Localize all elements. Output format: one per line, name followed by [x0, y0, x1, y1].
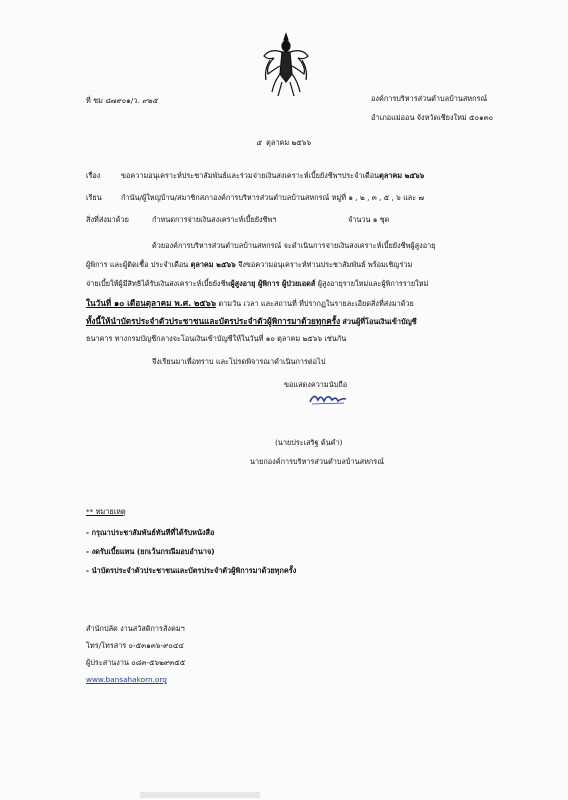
body-line-3-c: ผู้สูงอายุรายใหม่และผู้พิการรายใหม่: [317, 279, 429, 288]
to-label: เรียน: [86, 193, 102, 202]
website-link[interactable]: www.bansahakorn.org: [86, 675, 167, 684]
reference-label: ที่ ชม ๘๗๙๐๑/ว.: [86, 96, 140, 105]
reference-number: [86, 96, 158, 106]
note-item: - กรุณาประชาสัมพันธ์ทันทีที่ได้รับหนังสือ: [86, 528, 215, 537]
enclosure-label: สิ่งที่ส่งมาด้วย: [86, 215, 129, 224]
reference-handwritten: ๙๒๕: [141, 96, 158, 105]
body-line-2-a: ผู้พิการ และผู้ติดเชื้อ ประจำเดือน: [86, 260, 189, 269]
note-item: - งดรับเบี้ยแทน (ยกเว้นกรณีมอบอำนาจ): [86, 547, 215, 556]
footer-website: [86, 675, 167, 685]
enclosure-qty: จำนวน ๑ ชุด: [348, 215, 390, 224]
body-line-1: ด้วยองค์การบริหารส่วนตำบลบ้านสหกรณ์ จะดำเนินการจ่ายเงินสงเคราะห์เบี้ยยังชีพผู้สูงอายุ: [152, 241, 436, 250]
garuda-emblem-icon: [260, 30, 312, 100]
footer-phone: โทร/โทรสาร ๐-๕๓๑๓๖-๙๐๔๔: [86, 641, 184, 650]
enclosure-text: กำหนดการจ่ายเงินสงเคราะห์เบี้ยยังชีพฯ: [152, 215, 277, 224]
body-line-5: [86, 316, 417, 327]
body-line-4: [86, 298, 414, 309]
notes-title-text: ** หมายเหตุ: [86, 507, 126, 516]
footer-coordinator: ผู้ประสานงาน ๐๘๓-๕๖๒๙๓๕๕: [86, 658, 186, 667]
body-line-3: [86, 279, 428, 289]
subject-label: เรื่อง: [86, 171, 101, 180]
notes-title: [86, 507, 126, 517]
to-text: กำนัน/ผู้ใหญ่บ้าน/สมาชิกสภาองค์การบริหารส่วนตำบลบ้านสหกรณ์ หมู่ที่ ๑ , ๒ , ๓ , ๕ , ๖ และ ๗: [121, 193, 424, 202]
body-line-2: [86, 260, 412, 270]
body-line-2-c: จึงขอความอนุเคราะห์ท่านประชาสัมพันธ์ พร้อมเชิญร่วม: [238, 260, 413, 269]
regards-text: ขอแสดงความนับถือ: [284, 380, 348, 389]
subject-month: ตุลาคม ๒๕๖๖: [379, 171, 425, 180]
body-line-4-b: ตามวัน เวลา และสถานที่ ที่ปรากฏในรายละเอียดสิ่งที่ส่งมาด้วย: [218, 299, 414, 308]
date-handwritten: ๕: [256, 138, 262, 147]
subject-line: [121, 171, 424, 181]
subject-text: ขอความอนุเคราะห์ประชาสัมพันธ์และร่วมจ่ายเงินสงเคราะห์เบี้ยยังชีพฯประจำเดือน: [121, 171, 380, 180]
signatory-position: นายกองค์การบริหารส่วนตำบลบ้านสหกรณ์: [250, 457, 384, 466]
footer-office: สำนักปลัด งานสวัสดิการสังคมฯ: [86, 624, 185, 633]
date-text: ตุลาคม ๒๕๖๖: [266, 138, 312, 147]
org-name: องค์การบริหารส่วนตำบลบ้านสหกรณ์: [371, 94, 488, 103]
body-line-6: ธนาคาร ทางกรมบัญชีกลางจะโอนเงินเข้าบัญชีให้ในวันที่ ๑๐ ตุลาคม ๒๕๖๖ เช่นกัน: [86, 334, 347, 343]
org-address: อำเภอแม่ออน จังหวัดเชียงใหม่ ๕๐๑๓๐: [371, 113, 494, 122]
body-line-4-date: ในวันที่ ๑๐ เดือนตุลาคม พ.ศ. ๒๕๖๖: [86, 298, 217, 308]
signatory-name: (นายประเสริฐ ต้นคำ): [275, 438, 343, 447]
body-line-2-month: ตุลาคม ๒๕๖๖: [190, 260, 236, 269]
body-line-5-instruction: ทั้งนี้ให้นำบัตรประจำตัวประชาชนและบัตรประจำตัวผู้พิการมาด้วยทุกครั้ง: [86, 316, 341, 326]
signature-icon: [308, 390, 348, 406]
body-line-7: จึงเรียนมาเพื่อทราบ และโปรดพิจารณาดำเนินการต่อไป: [152, 357, 326, 366]
note-item: - นำบัตรประจำตัวประชาชนและบัตรประจำตัวผู้พิการมาด้วยทุกครั้ง: [86, 566, 297, 575]
body-line-3-a: จ่ายเบี้ยให้ผู้มีสิทธิได้รับเงินสงเคราะห์เบี้ยยังชีพ: [86, 279, 231, 288]
body-line-3-groups: ผู้สูงอายุ ผู้พิการ ผู้ป่วยเอดส์: [230, 279, 316, 288]
letter-date: [256, 138, 311, 148]
scan-smudge: [140, 792, 260, 798]
body-line-5-b: ส่วนผู้ที่โอนเงินเข้าบัญชี: [342, 317, 417, 326]
